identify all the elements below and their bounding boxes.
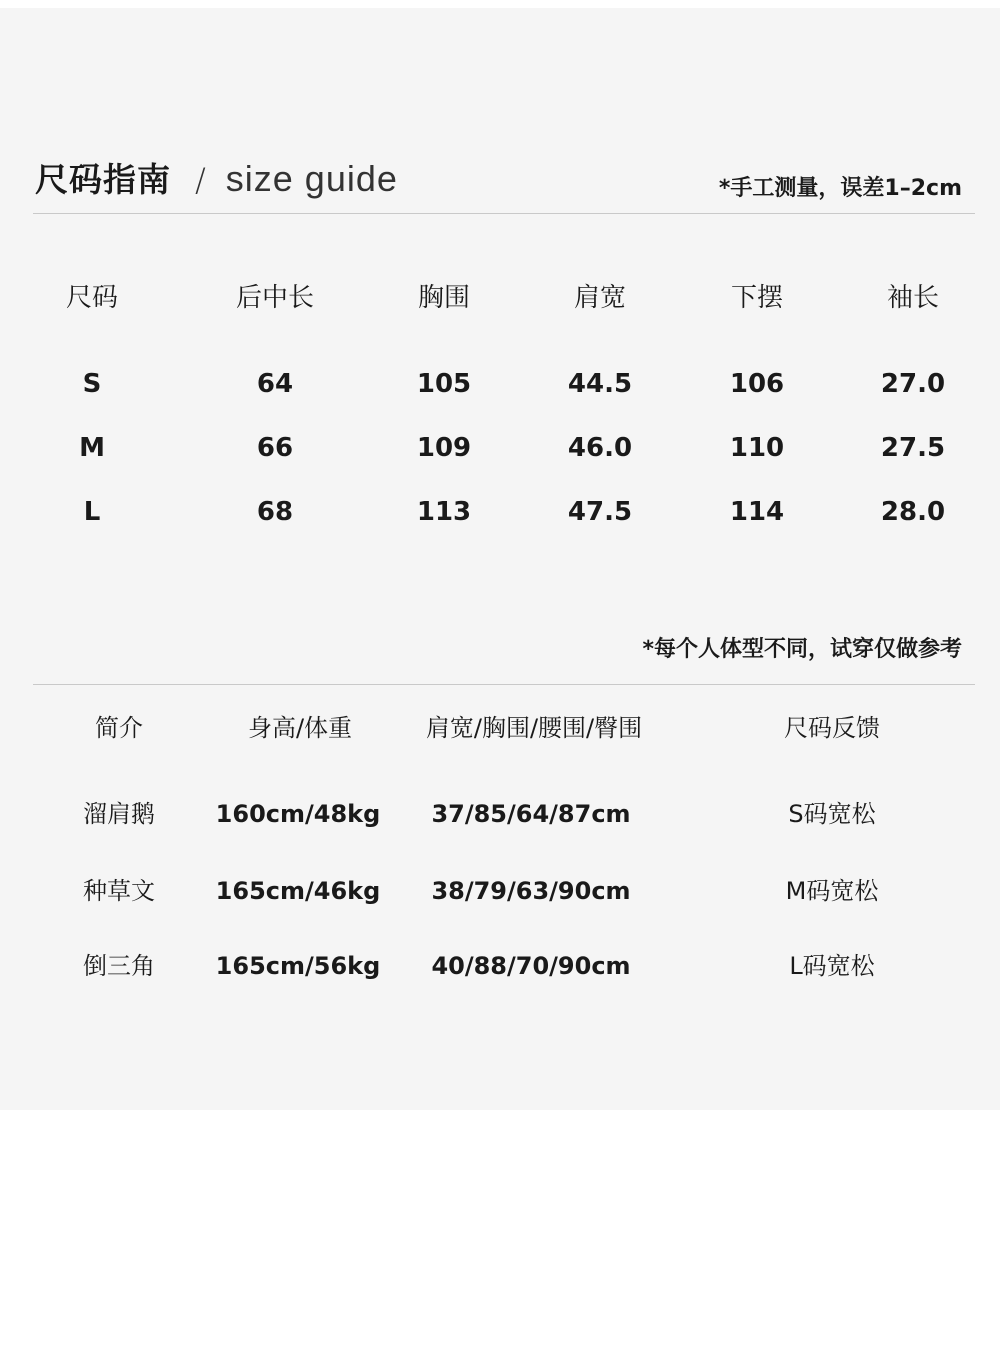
title-divider: / xyxy=(195,161,206,199)
cell-size: L xyxy=(83,497,101,527)
title-english: size guide xyxy=(225,158,398,199)
cell-chest: 105 xyxy=(416,369,472,399)
col-header-measurements: 肩宽/胸围/腰围/臀围 xyxy=(425,714,643,742)
cell-shoulder: 46.0 xyxy=(567,433,633,463)
size-table-header xyxy=(0,278,1000,318)
cell-size: M xyxy=(79,433,105,463)
cell-hem: 106 xyxy=(729,369,785,399)
cell-shoulder: 47.5 xyxy=(567,497,633,527)
table-row xyxy=(0,428,1000,468)
cell-chest: 109 xyxy=(416,433,472,463)
cell-size: S xyxy=(82,369,102,399)
cell-feedback: L码宽松 xyxy=(789,952,875,980)
cell-length: 66 xyxy=(256,433,294,463)
cell-chest: 113 xyxy=(416,497,472,527)
cell-feedback: S码宽松 xyxy=(788,800,876,828)
col-header-height-weight: 身高/体重 xyxy=(247,714,353,742)
fit-note: *每个人体型不同，试穿仅做参考 xyxy=(642,637,962,662)
col-header-shoulder: 肩宽 xyxy=(573,283,626,313)
cell-feedback: M码宽松 xyxy=(785,877,879,905)
cell-measurements: 40/88/70/90cm xyxy=(431,952,631,980)
cell-hem: 114 xyxy=(729,497,785,527)
table-row xyxy=(0,946,1000,986)
cell-length: 64 xyxy=(256,369,294,399)
cell-measurements: 37/85/64/87cm xyxy=(431,800,631,828)
table-row xyxy=(0,364,1000,404)
cell-height-weight: 165cm/46kg xyxy=(215,877,381,905)
cell-shoulder: 44.5 xyxy=(567,369,633,399)
divider-line xyxy=(33,684,975,685)
col-header-size: 尺码 xyxy=(65,283,118,313)
cell-height-weight: 165cm/56kg xyxy=(215,952,381,980)
cell-length: 68 xyxy=(256,497,294,527)
cell-sleeve: 28.0 xyxy=(880,497,946,527)
cell-profile: 倒三角 xyxy=(83,952,155,980)
table-row xyxy=(0,871,1000,911)
col-header-sleeve: 袖长 xyxy=(886,283,939,313)
measurement-note: *手工测量，误差1–2cm xyxy=(718,176,962,201)
table-row xyxy=(0,794,1000,834)
col-header-length: 后中长 xyxy=(235,283,314,313)
cell-sleeve: 27.0 xyxy=(880,369,946,399)
fit-table-header xyxy=(0,708,1000,748)
page-title xyxy=(35,154,398,204)
cell-measurements: 38/79/63/90cm xyxy=(431,877,631,905)
size-guide-panel xyxy=(0,8,1000,1110)
cell-profile: 种草文 xyxy=(83,877,155,905)
cell-height-weight: 160cm/48kg xyxy=(215,800,381,828)
col-header-profile: 简介 xyxy=(95,714,143,742)
col-header-hem: 下摆 xyxy=(730,283,783,313)
col-header-chest: 胸围 xyxy=(417,283,470,313)
table-row xyxy=(0,492,1000,532)
divider-line xyxy=(33,213,975,214)
cell-hem: 110 xyxy=(729,433,785,463)
cell-sleeve: 27.5 xyxy=(880,433,946,463)
title-chinese: 尺码指南 xyxy=(35,160,171,199)
col-header-feedback: 尺码反馈 xyxy=(784,714,880,742)
cell-profile: 溜肩鹅 xyxy=(83,800,155,828)
